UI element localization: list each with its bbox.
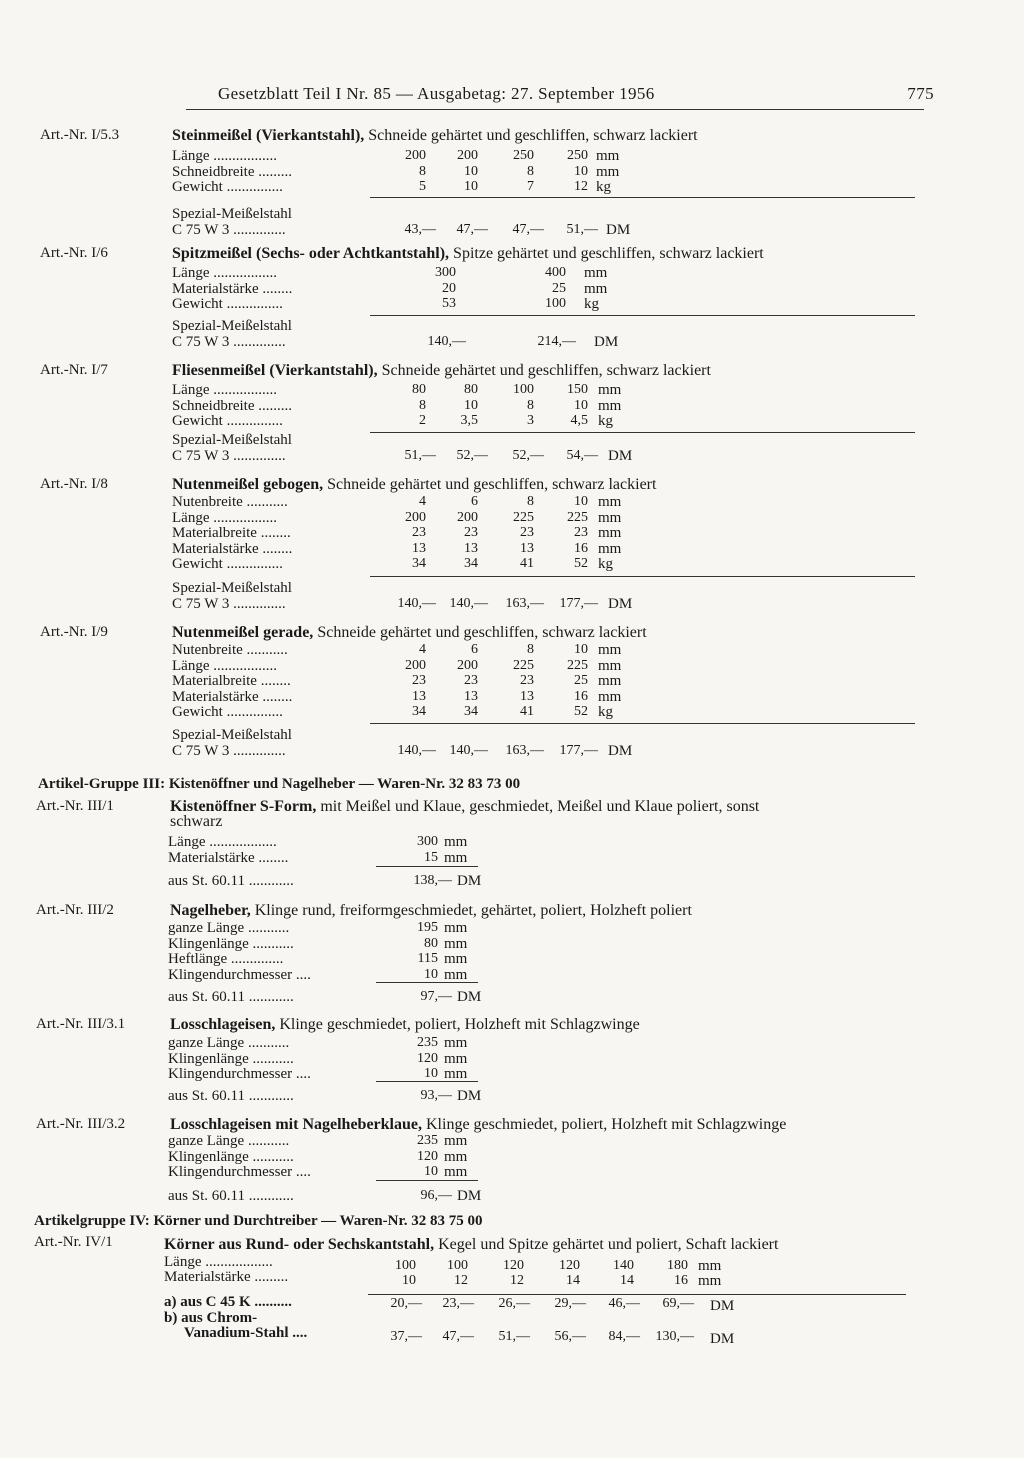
price-currency: DM — [457, 1088, 482, 1104]
spec-value: 12 — [454, 1273, 468, 1288]
price-value: 26,— — [498, 1296, 530, 1311]
spec-value: 120 — [503, 1258, 524, 1273]
table-rule — [376, 982, 478, 983]
spec-label: Materialstärke ......... — [164, 1269, 289, 1285]
article-name: Steinmeißel (Vierkantstahl), — [172, 127, 365, 144]
spec-value: 13 — [412, 688, 426, 704]
spec-label: ganze Länge ........... — [168, 1035, 290, 1051]
price-value: 47,— — [442, 1329, 474, 1344]
steel-label: Spezial-Meißelstahl — [172, 318, 292, 334]
spec-value: 53 — [442, 296, 456, 311]
spec-value: 13 — [464, 540, 478, 556]
group-heading: Artikelgruppe IV: Körner und Durchtreiber — Waren-Nr. 32 83 75 00 — [34, 1213, 483, 1229]
spec-value: 195 — [417, 920, 438, 935]
article-details: Schneide gehärtet und geschliffen, schwarz lackiert — [313, 624, 647, 641]
spec-value: 34 — [464, 704, 478, 719]
steel-grade: C 75 W 3 .............. — [172, 222, 286, 238]
spec-value: 41 — [520, 704, 534, 719]
spec-unit: mm — [444, 1148, 468, 1165]
spec-value: 250 — [567, 148, 588, 163]
spec-unit: mm — [444, 1066, 468, 1082]
price-value: 140,— — [397, 596, 436, 611]
spec-value: 14 — [566, 1273, 580, 1288]
spec-value: 13 — [464, 688, 478, 704]
price-label: aus St. 60.11 ............ — [168, 989, 294, 1005]
price-value: 214,— — [537, 334, 576, 349]
price-value: 163,— — [505, 743, 544, 758]
spec-value: 8 — [527, 397, 534, 413]
article-number: Art.-Nr. I/6 — [40, 245, 108, 261]
price-value: 140,— — [397, 743, 436, 758]
spec-value: 23 — [520, 525, 534, 540]
spec-label: Klingendurchmesser .... — [168, 1164, 311, 1180]
spec-value: 4,5 — [570, 413, 588, 428]
spec-value: 100 — [395, 1258, 416, 1273]
price-value: 69,— — [662, 1296, 694, 1311]
spec-value: 200 — [405, 509, 426, 525]
steel-label: Spezial-Meißelstahl — [172, 580, 292, 596]
spec-value: 23 — [520, 673, 534, 688]
spec-value: 6 — [471, 494, 478, 509]
spec-value: 52 — [574, 704, 588, 719]
spec-unit: mm — [598, 688, 622, 705]
spec-value: 300 — [417, 834, 438, 849]
price-value: 47,— — [512, 222, 544, 237]
spec-value: 200 — [457, 509, 478, 525]
spec-unit: mm — [598, 494, 622, 510]
article-description — [172, 476, 914, 494]
article-description — [172, 362, 914, 380]
spec-unit: mm — [444, 1035, 468, 1051]
spec-unit: mm — [584, 280, 608, 297]
spec-label: Materialstärke ........ — [172, 540, 293, 557]
table-rule — [370, 197, 915, 198]
table-rule — [370, 432, 915, 433]
steel-label: Spezial-Meißelstahl — [172, 432, 292, 448]
spec-value: 8 — [419, 397, 426, 413]
spec-value: 120 — [417, 1148, 438, 1164]
steel-label: Spezial-Meißelstahl — [172, 206, 292, 222]
spec-unit: mm — [598, 382, 622, 398]
price-value: 140,— — [427, 334, 466, 349]
spec-unit: mm — [444, 1164, 468, 1180]
price-currency: DM — [594, 334, 619, 350]
spec-unit: mm — [444, 834, 468, 850]
price-value: 130,— — [655, 1329, 694, 1344]
spec-label: Gewicht ............... — [172, 556, 283, 572]
spec-value: 200 — [405, 148, 426, 163]
table-rule — [376, 1081, 478, 1082]
spec-value: 225 — [513, 509, 534, 525]
spec-value: 150 — [567, 382, 588, 397]
article-details: mit Meißel und Klaue, geschmiedet, Meißel und Klaue poliert, sonst — [316, 798, 760, 815]
spec-value: 23 — [574, 525, 588, 540]
price-value: 51,— — [566, 222, 598, 237]
article-name: Kistenöffner S-Form, — [170, 798, 317, 815]
spec-value: 200 — [457, 657, 478, 673]
price-currency: DM — [710, 1331, 735, 1347]
spec-value: 200 — [457, 148, 478, 163]
spec-label: Materialstärke ........ — [168, 849, 289, 866]
header-title: Gesetzblatt Teil I Nr. 85 — Ausgabetag: 27. September 1956 — [218, 84, 655, 103]
price-currency: DM — [608, 448, 633, 464]
spec-unit: mm — [598, 397, 622, 414]
article-number: Art.-Nr. I/8 — [40, 476, 108, 492]
article-details: Schneide gehärtet und geschliffen, schwarz lackiert — [377, 362, 711, 379]
price-value: 47,— — [456, 222, 488, 237]
spec-value: 235 — [417, 1035, 438, 1050]
article-number: Art.-Nr. III/3.2 — [36, 1116, 126, 1132]
article-description — [170, 1116, 914, 1134]
spec-label: Gewicht ............... — [172, 704, 283, 720]
spec-value: 10 — [574, 163, 588, 179]
spec-value: 10 — [424, 966, 438, 982]
steel-grade: C 75 W 3 .............. — [172, 743, 286, 759]
price-value: 54,— — [566, 448, 598, 463]
spec-value: 25 — [574, 673, 588, 688]
article-details: Spitze gehärtet und geschliffen, schwarz lackiert — [449, 245, 764, 262]
article-description-cont: schwarz — [170, 813, 223, 830]
article-number: Art.-Nr. I/7 — [40, 362, 108, 378]
price-value: 37,— — [390, 1329, 422, 1344]
spec-value: 250 — [513, 148, 534, 163]
spec-value: 8 — [419, 163, 426, 179]
article-name: Nutenmeißel gerade, — [172, 624, 314, 641]
spec-value: 80 — [412, 382, 426, 397]
spec-unit: mm — [698, 1273, 722, 1289]
spec-value: 23 — [464, 673, 478, 688]
table-rule — [376, 866, 478, 867]
price-currency: DM — [608, 743, 633, 759]
article-name: Spitzmeißel (Sechs- oder Achtkantstahl), — [172, 245, 450, 262]
spec-label: Länge ................. — [172, 265, 277, 281]
spec-value: 25 — [552, 280, 566, 296]
spec-value: 8 — [527, 642, 534, 657]
article-description — [170, 902, 914, 920]
spec-value: 13 — [412, 540, 426, 556]
spec-unit: mm — [598, 642, 622, 658]
price-currency: DM — [457, 873, 482, 889]
price-label: b) aus Chrom- — [164, 1310, 258, 1326]
price-label: aus St. 60.11 ............ — [168, 873, 294, 889]
spec-value: 16 — [574, 540, 588, 556]
spec-value: 13 — [520, 688, 534, 704]
article-description — [164, 1236, 914, 1254]
article-name: Losschlageisen mit Nagelheberklaue, — [170, 1116, 422, 1133]
spec-value: 10 — [464, 397, 478, 413]
spec-label: Klingendurchmesser .... — [168, 966, 311, 983]
spec-label: Gewicht ............... — [172, 179, 283, 195]
spec-value: 7 — [527, 179, 534, 194]
price-value: 20,— — [390, 1296, 422, 1311]
article-number: Art.-Nr. IV/1 — [34, 1234, 113, 1250]
spec-value: 34 — [412, 704, 426, 719]
article-description — [172, 245, 914, 263]
spec-label: Materialstärke ........ — [172, 688, 293, 705]
article-number: Art.-Nr. I/9 — [40, 624, 108, 640]
spec-label: Materialbreite ........ — [172, 525, 291, 541]
steel-grade: C 75 W 3 .............. — [172, 334, 286, 350]
article-name: Körner aus Rund- oder Sechskantstahl, — [164, 1236, 435, 1253]
price-value: 177,— — [559, 596, 598, 611]
spec-label: Nutenbreite ........... — [172, 494, 288, 510]
article-number: Art.-Nr. III/2 — [36, 902, 114, 918]
spec-label: Schneidbreite ......... — [172, 163, 292, 180]
spec-unit: mm — [596, 148, 620, 164]
price-currency: DM — [710, 1298, 735, 1314]
price-value: 138,— — [413, 873, 452, 888]
spec-label: Klingenlänge ........... — [168, 1050, 294, 1067]
spec-unit: mm — [598, 673, 622, 689]
spec-value: 10 — [424, 1066, 438, 1081]
spec-value: 15 — [424, 849, 438, 865]
spec-unit: kg — [584, 296, 599, 312]
spec-value: 80 — [424, 935, 438, 951]
spec-unit: mm — [444, 966, 468, 983]
spec-unit: kg — [598, 704, 613, 720]
spec-label: Materialbreite ........ — [172, 673, 291, 689]
spec-unit: mm — [598, 509, 622, 526]
price-value: 52,— — [512, 448, 544, 463]
spec-value: 12 — [510, 1273, 524, 1288]
price-currency: DM — [457, 989, 482, 1005]
spec-label: Länge .................. — [164, 1254, 273, 1270]
article-details: Klinge rund, freiformgeschmiedet, gehärtet, poliert, Holzheft poliert — [250, 902, 692, 919]
spec-label: Gewicht ............... — [172, 296, 283, 312]
spec-label: Klingenlänge ........... — [168, 935, 294, 952]
spec-value: 10 — [424, 1164, 438, 1179]
spec-value: 225 — [513, 657, 534, 673]
spec-value: 3,5 — [460, 413, 478, 428]
spec-value: 8 — [527, 494, 534, 509]
article-details: Klinge geschmiedet, poliert, Holzheft mit Schlagzwinge — [275, 1016, 640, 1033]
spec-value: 23 — [464, 525, 478, 540]
table-rule — [376, 1180, 478, 1181]
price-value: 140,— — [449, 743, 488, 758]
spec-value: 115 — [417, 951, 438, 966]
spec-value: 8 — [527, 163, 534, 179]
price-value: 56,— — [554, 1329, 586, 1344]
spec-unit: mm — [598, 525, 622, 541]
spec-value: 4 — [419, 494, 426, 509]
article-details: Schneide gehärtet und geschliffen, schwarz lackiert — [364, 127, 698, 144]
spec-value: 10 — [402, 1273, 416, 1288]
price-value: 52,— — [456, 448, 488, 463]
spec-value: 6 — [471, 642, 478, 657]
spec-value: 235 — [417, 1133, 438, 1148]
article-description — [172, 624, 914, 642]
spec-unit: mm — [444, 935, 468, 952]
price-label: aus St. 60.11 ............ — [168, 1088, 294, 1104]
spec-label: Länge ................. — [172, 382, 277, 398]
spec-unit: mm — [598, 657, 622, 674]
spec-label: Gewicht ............... — [172, 413, 283, 429]
steel-label: Spezial-Meißelstahl — [172, 727, 292, 743]
price-value: 163,— — [505, 596, 544, 611]
price-value: 46,— — [608, 1296, 640, 1311]
spec-value: 225 — [567, 509, 588, 525]
article-details: Klinge geschmiedet, poliert, Holzheft mit Schlagzwinge — [422, 1116, 787, 1133]
price-currency: DM — [608, 596, 633, 612]
table-rule — [370, 576, 915, 577]
price-value: 93,— — [420, 1088, 452, 1103]
spec-unit: mm — [598, 540, 622, 557]
article-description — [172, 127, 914, 145]
spec-value: 100 — [447, 1258, 468, 1273]
spec-value: 120 — [559, 1258, 580, 1273]
spec-label: Länge ................. — [172, 657, 277, 674]
article-number: Art.-Nr. III/3.1 — [36, 1016, 126, 1032]
article-details: Kegel und Spitze gehärtet und poliert, Schaft lackiert — [434, 1236, 779, 1253]
article-name: Nutenmeißel gebogen, — [172, 476, 324, 493]
spec-value: 16 — [574, 688, 588, 704]
spec-value: 10 — [574, 494, 588, 509]
price-value: 29,— — [554, 1296, 586, 1311]
spec-label: Länge .................. — [168, 834, 277, 850]
spec-value: 20 — [442, 280, 456, 296]
spec-value: 10 — [574, 397, 588, 413]
price-currency: DM — [457, 1188, 482, 1204]
article-description — [170, 1016, 914, 1034]
page-number: 775 — [907, 84, 934, 103]
spec-value: 80 — [464, 382, 478, 397]
spec-value: 400 — [545, 265, 566, 280]
spec-label: Länge ................. — [172, 148, 277, 164]
spec-unit: mm — [444, 951, 468, 967]
spec-unit: mm — [596, 163, 620, 180]
spec-label: Schneidbreite ......... — [172, 397, 292, 414]
spec-label: Klingenlänge ........... — [168, 1148, 294, 1165]
spec-value: 23 — [412, 673, 426, 688]
article-number: Art.-Nr. III/1 — [36, 798, 114, 814]
spec-value: 16 — [674, 1273, 688, 1288]
spec-unit: kg — [598, 413, 613, 429]
spec-value: 34 — [464, 556, 478, 571]
spec-label: Klingendurchmesser .... — [168, 1066, 311, 1082]
price-value: 140,— — [449, 596, 488, 611]
price-value: 23,— — [442, 1296, 474, 1311]
spec-value: 180 — [667, 1258, 688, 1273]
spec-value: 4 — [419, 642, 426, 657]
spec-unit: kg — [596, 179, 611, 195]
spec-value: 5 — [419, 179, 426, 194]
spec-label: ganze Länge ........... — [168, 920, 290, 936]
spec-value: 140 — [613, 1258, 634, 1273]
spec-value: 10 — [464, 163, 478, 179]
spec-value: 10 — [574, 642, 588, 657]
spec-value: 41 — [520, 556, 534, 571]
spec-unit: mm — [584, 265, 608, 281]
spec-value: 52 — [574, 556, 588, 571]
price-currency: DM — [606, 222, 631, 238]
table-rule — [368, 1294, 906, 1295]
article-name: Losschlageisen, — [170, 1016, 276, 1033]
price-label: a) aus C 45 K .......... — [164, 1294, 292, 1310]
spec-value: 3 — [527, 413, 534, 428]
price-value: 51,— — [498, 1329, 530, 1344]
price-value: 97,— — [420, 989, 452, 1004]
steel-grade: C 75 W 3 .............. — [172, 596, 286, 612]
spec-value: 10 — [464, 179, 478, 194]
spec-value: 12 — [574, 179, 588, 194]
spec-unit: mm — [698, 1258, 722, 1274]
spec-value: 120 — [417, 1050, 438, 1066]
price-value: 51,— — [404, 448, 436, 463]
spec-label: Materialstärke ........ — [172, 280, 293, 297]
spec-value: 14 — [620, 1273, 634, 1288]
spec-unit: kg — [598, 556, 613, 572]
spec-value: 225 — [567, 657, 588, 673]
spec-value: 100 — [545, 296, 566, 311]
article-name: Fliesenmeißel (Vierkantstahl), — [172, 362, 378, 379]
spec-unit: mm — [444, 849, 468, 866]
table-rule — [370, 315, 915, 316]
table-rule — [370, 723, 915, 724]
price-label: aus St. 60.11 ............ — [168, 1188, 294, 1204]
spec-unit: mm — [444, 1133, 468, 1149]
spec-label: ganze Länge ........... — [168, 1133, 290, 1149]
spec-value: 13 — [520, 540, 534, 556]
article-name: Nagelheber, — [170, 902, 251, 919]
spec-value: 100 — [513, 382, 534, 397]
spec-value: 34 — [412, 556, 426, 571]
article-number: Art.-Nr. I/5.3 — [40, 127, 120, 143]
spec-value: 2 — [419, 413, 426, 428]
steel-grade: C 75 W 3 .............. — [172, 448, 286, 464]
group-heading: Artikel-Gruppe III: Kistenöffner und Nagelheber — Waren-Nr. 32 83 73 00 — [38, 776, 521, 792]
spec-unit: mm — [444, 920, 468, 936]
price-label-cont: Vanadium-Stahl .... — [184, 1325, 308, 1341]
spec-value: 23 — [412, 525, 426, 540]
price-value: 96,— — [420, 1188, 452, 1203]
page-header — [186, 82, 934, 110]
spec-label: Länge ................. — [172, 509, 277, 526]
spec-value: 200 — [405, 657, 426, 673]
article-details: Schneide gehärtet und geschliffen, schwarz lackiert — [323, 476, 657, 493]
price-value: 84,— — [608, 1329, 640, 1344]
spec-label: Heftlänge .............. — [168, 951, 284, 967]
spec-label: Nutenbreite ........... — [172, 642, 288, 658]
price-value: 177,— — [559, 743, 598, 758]
price-value: 43,— — [404, 222, 436, 237]
spec-unit: mm — [444, 1050, 468, 1067]
spec-value: 300 — [435, 265, 456, 280]
